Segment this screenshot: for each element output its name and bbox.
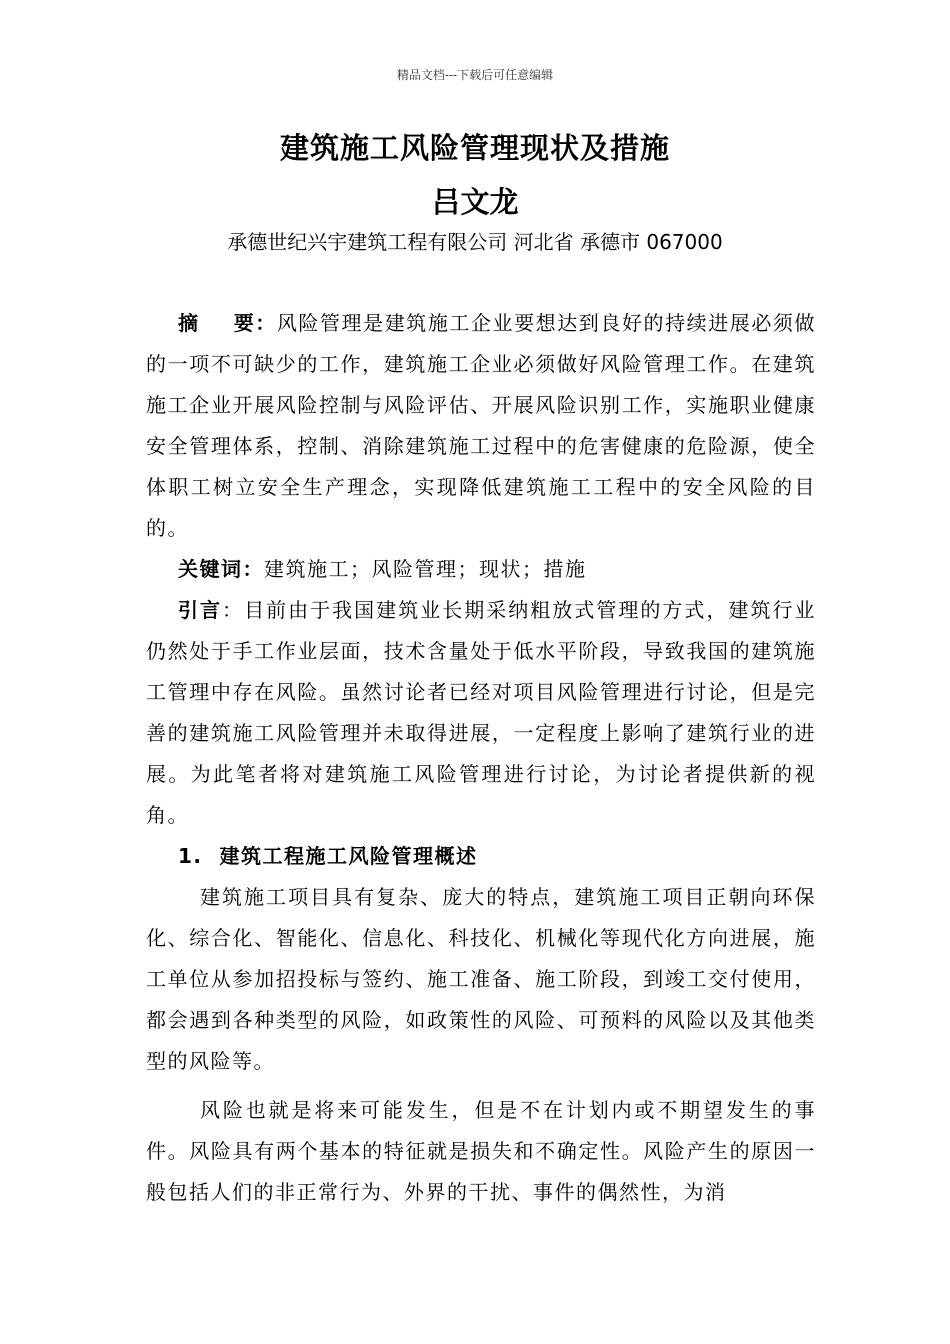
intro-label: 引言	[178, 598, 223, 622]
author-affiliation: 承德世纪兴宇建筑工程有限公司 河北省 承德市 067000	[227, 230, 723, 254]
intro-paragraph	[146, 590, 816, 836]
document-title: 建筑施工风险管理现状及措施	[279, 131, 670, 165]
keywords-text: 建筑施工；风险管理；现状；措施	[264, 557, 587, 581]
keywords-label: 关键词：	[178, 557, 264, 581]
body-paragraph: 建筑施工项目具有复杂、庞大的特点，建筑施工项目正朝向环保化、综合化、智能化、信息化、科技化、机械化等现代化方向进展，施工单位从参加招投标与签约、施工准备、施工阶段，到竣工交付使用，都会遇到各种类型的风险，如政策性的风险、可预料的风险以及其他类型的风险等。	[146, 885, 816, 1073]
intro-text: ：目前由于我国建筑业长期采纳粗放式管理的方式，建筑行业仍然处于手工作业层面，技术含量处于低水平阶段，导致我国的建筑施工管理中存在风险。虽然讨论者已经对项目风险管理进行讨论，但是完善的建筑施工风险管理并未取得进展，一定程度上影响了建筑行业的进展。为此笔者将对建筑施工风险管理进行讨论，为讨论者提供新的视角。	[146, 598, 817, 827]
document-body	[146, 303, 816, 1213]
header-note: 精品文档---下载后可任意编辑	[396, 68, 554, 82]
abstract-paragraph	[146, 303, 816, 549]
abstract-text: 风险管理是建筑施工企业要想达到良好的持续进展必须做的一项不可缺少的工作，建筑施工企业必须做好风险管理工作。在建筑施工企业开展风险控制与风险评估、开展风险识别工作，实施职业健康安全管理体系，控制、消除建筑施工过程中的危害健康的危险源，使全体职工树立安全生产理念，实现降低建筑施工工程中的安全风险的目的。	[146, 311, 817, 540]
section-heading: 1. 建筑工程施工风险管理概述	[178, 844, 478, 868]
keywords-paragraph	[146, 549, 816, 590]
body-paragraph: 风险也就是将来可能发生，但是不在计划内或不期望发生的事件。风险具有两个基本的特征就是损失和不确定性。风险产生的原因一般包括人们的非正常行为、外界的干扰、事件的偶然性，为消	[146, 1098, 816, 1204]
author-name: 吕文龙	[431, 185, 519, 219]
abstract-label: 摘 要：	[178, 311, 277, 335]
